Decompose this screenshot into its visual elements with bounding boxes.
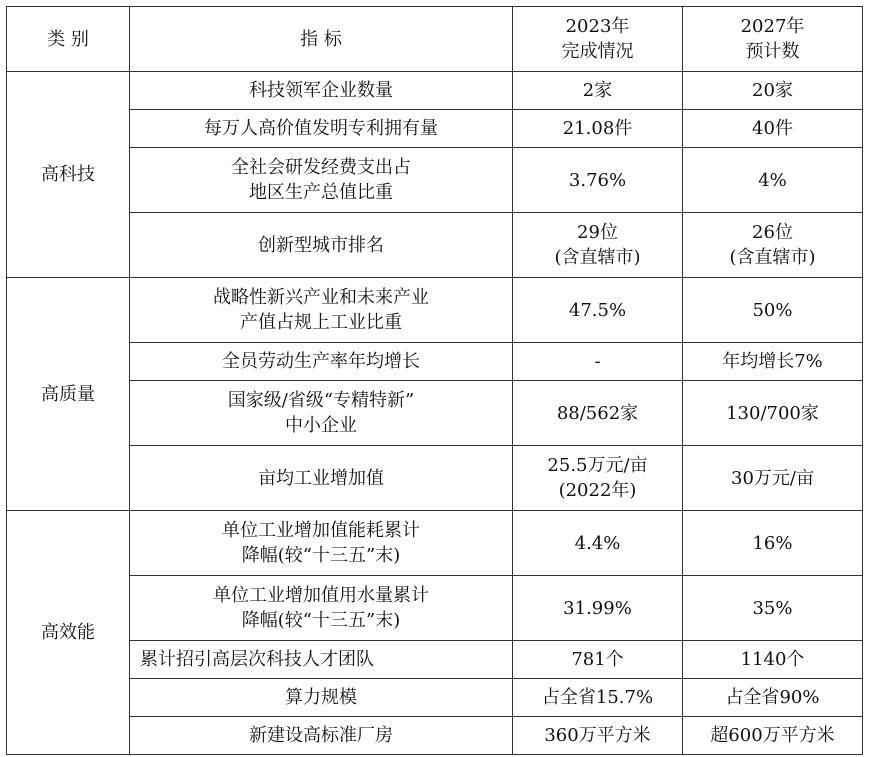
category-cell: [7, 278, 130, 511]
value-2027-cell-text: 26位: [752, 222, 793, 243]
value-2023-cell-text: 3.76%: [568, 169, 627, 191]
value-2023-cell-text: (2022年): [558, 480, 637, 501]
value-2023-cell-text: 31.99%: [563, 597, 632, 619]
value-2027-cell-text: 年均增长7%: [722, 351, 823, 372]
value-2023-cell: [513, 148, 683, 213]
indicator-cell: [130, 717, 513, 755]
indicator-cell-text: 单位工业增加值能耗累计: [222, 520, 420, 541]
indicator-cell-text: 全员劳动生产率年均增长: [222, 351, 420, 372]
indicator-table: [6, 6, 863, 755]
indicator-cell-text: 累计招引高层次科技人才团队: [140, 649, 374, 670]
value-2023-cell: [513, 381, 683, 446]
value-2027-cell-text: 30万元/亩: [731, 467, 814, 489]
value-2023-cell: [513, 717, 683, 755]
value-2023-cell: [513, 576, 683, 641]
category-cell: [7, 72, 130, 278]
indicator-cell: [130, 381, 513, 446]
table-row: [7, 148, 863, 213]
value-2027-cell: [683, 343, 863, 381]
table-row: [7, 381, 863, 446]
value-2023-cell: [513, 511, 683, 576]
value-2027-cell: [683, 511, 863, 576]
indicator-cell-text: 算力规模: [285, 687, 357, 708]
indicator-cell-text: 地区生产总值比重: [249, 182, 393, 203]
table-row: [7, 717, 863, 755]
value-2027-cell-text: 20家: [752, 80, 793, 101]
value-2027-cell: [683, 576, 863, 641]
header-2027: 2027年 预计数: [683, 7, 863, 72]
indicator-cell-text: 新建设高标准厂房: [249, 725, 393, 746]
value-2023-cell: [513, 679, 683, 717]
value-2027-cell: [683, 148, 863, 213]
indicator-cell: [130, 110, 513, 148]
table-row: [7, 576, 863, 641]
indicator-cell: [130, 278, 513, 343]
indicator-cell-text: 国家级/省级“专精特新”: [227, 390, 415, 411]
value-2023-cell-text: 88/562家: [556, 402, 639, 424]
indicator-cell-text: 中小企业: [285, 415, 357, 436]
header-category: 类 别: [7, 7, 130, 72]
table-row: [7, 679, 863, 717]
value-2027-cell-text: 1140个: [740, 649, 805, 670]
value-2027-cell-text: 50%: [752, 299, 793, 321]
value-2023-cell: [513, 641, 683, 679]
value-2023-cell-text: 2家: [582, 80, 613, 101]
table-row: [7, 213, 863, 278]
indicator-cell-text: 创新型城市排名: [258, 234, 384, 256]
indicator-cell: [130, 343, 513, 381]
table-row: [7, 511, 863, 576]
value-2023-cell-text: 781个: [571, 649, 624, 670]
value-2023-cell: [513, 343, 683, 381]
value-2023-cell-text: -: [594, 351, 601, 372]
table-row: [7, 110, 863, 148]
indicator-cell-text: 降幅(较“十三五”末): [241, 610, 401, 631]
indicator-cell-text: 降幅(较“十三五”末): [241, 545, 401, 566]
indicator-cell-text: 每万人高价值发明专利拥有量: [204, 118, 438, 139]
category-label: 高效能: [41, 622, 95, 643]
table-row: [7, 641, 863, 679]
table-row: [7, 278, 863, 343]
indicator-cell: [130, 679, 513, 717]
indicator-cell: [130, 148, 513, 213]
category-label: 高科技: [41, 164, 95, 185]
value-2027-cell: [683, 381, 863, 446]
value-2027-cell-text: 35%: [752, 597, 793, 619]
value-2023-cell-text: 21.08件: [562, 118, 633, 139]
indicator-cell: [130, 72, 513, 110]
indicator-cell-text: 全社会研发经费支出占: [231, 157, 411, 178]
value-2027-cell: [683, 717, 863, 755]
value-2023-cell: [513, 110, 683, 148]
indicator-cell: [130, 213, 513, 278]
table-row: [7, 72, 863, 110]
indicator-cell-text: 产值占规上工业比重: [240, 312, 402, 333]
value-2023-cell-text: 47.5%: [568, 299, 627, 321]
value-2027-cell: [683, 278, 863, 343]
value-2023-cell-text: 25.5万元/亩: [547, 455, 648, 476]
indicator-cell-text: 单位工业增加值用水量累计: [213, 585, 429, 606]
value-2023-cell-text: 占全省15.7%: [541, 687, 654, 708]
value-2023-cell-text: 29位: [577, 222, 618, 243]
indicator-cell-text: 亩均工业增加值: [258, 467, 384, 489]
value-2027-cell-text: 占全省90%: [725, 687, 820, 708]
header-row: [7, 7, 863, 72]
value-2027-cell-text: 40件: [752, 118, 793, 139]
header-indicator: 指 标: [130, 7, 513, 72]
value-2027-cell: [683, 641, 863, 679]
value-2027-cell: [683, 72, 863, 110]
header-2023: 2023年 完成情况: [513, 7, 683, 72]
category-label: 高质量: [41, 383, 95, 405]
value-2027-cell-text: 16%: [752, 532, 793, 554]
table-row: [7, 446, 863, 511]
value-2023-cell-text: 4.4%: [574, 532, 621, 554]
value-2027-cell: [683, 213, 863, 278]
value-2027-cell-text: 超600万平方米: [710, 725, 835, 746]
value-2023-cell: [513, 446, 683, 511]
value-2027-cell: [683, 679, 863, 717]
indicator-cell: [130, 641, 513, 679]
value-2027-cell: [683, 446, 863, 511]
value-2027-cell-text: 130/700家: [726, 402, 819, 424]
value-2027-cell-text: 4%: [758, 169, 787, 191]
indicator-cell: [130, 576, 513, 641]
value-2023-cell: [513, 72, 683, 110]
indicator-cell: [130, 511, 513, 576]
indicator-cell-text: 战略性新兴产业和未来产业: [213, 287, 429, 308]
value-2027-cell: [683, 110, 863, 148]
value-2023-cell: [513, 213, 683, 278]
value-2023-cell-text: 360万平方米: [544, 725, 651, 746]
table-row: [7, 343, 863, 381]
value-2023-cell: [513, 278, 683, 343]
category-cell: [7, 511, 130, 755]
indicator-cell: [130, 446, 513, 511]
value-2027-cell-text: (含直辖市): [729, 247, 816, 268]
indicator-cell-text: 科技领军企业数量: [249, 80, 393, 101]
value-2023-cell-text: (含直辖市): [554, 247, 641, 268]
